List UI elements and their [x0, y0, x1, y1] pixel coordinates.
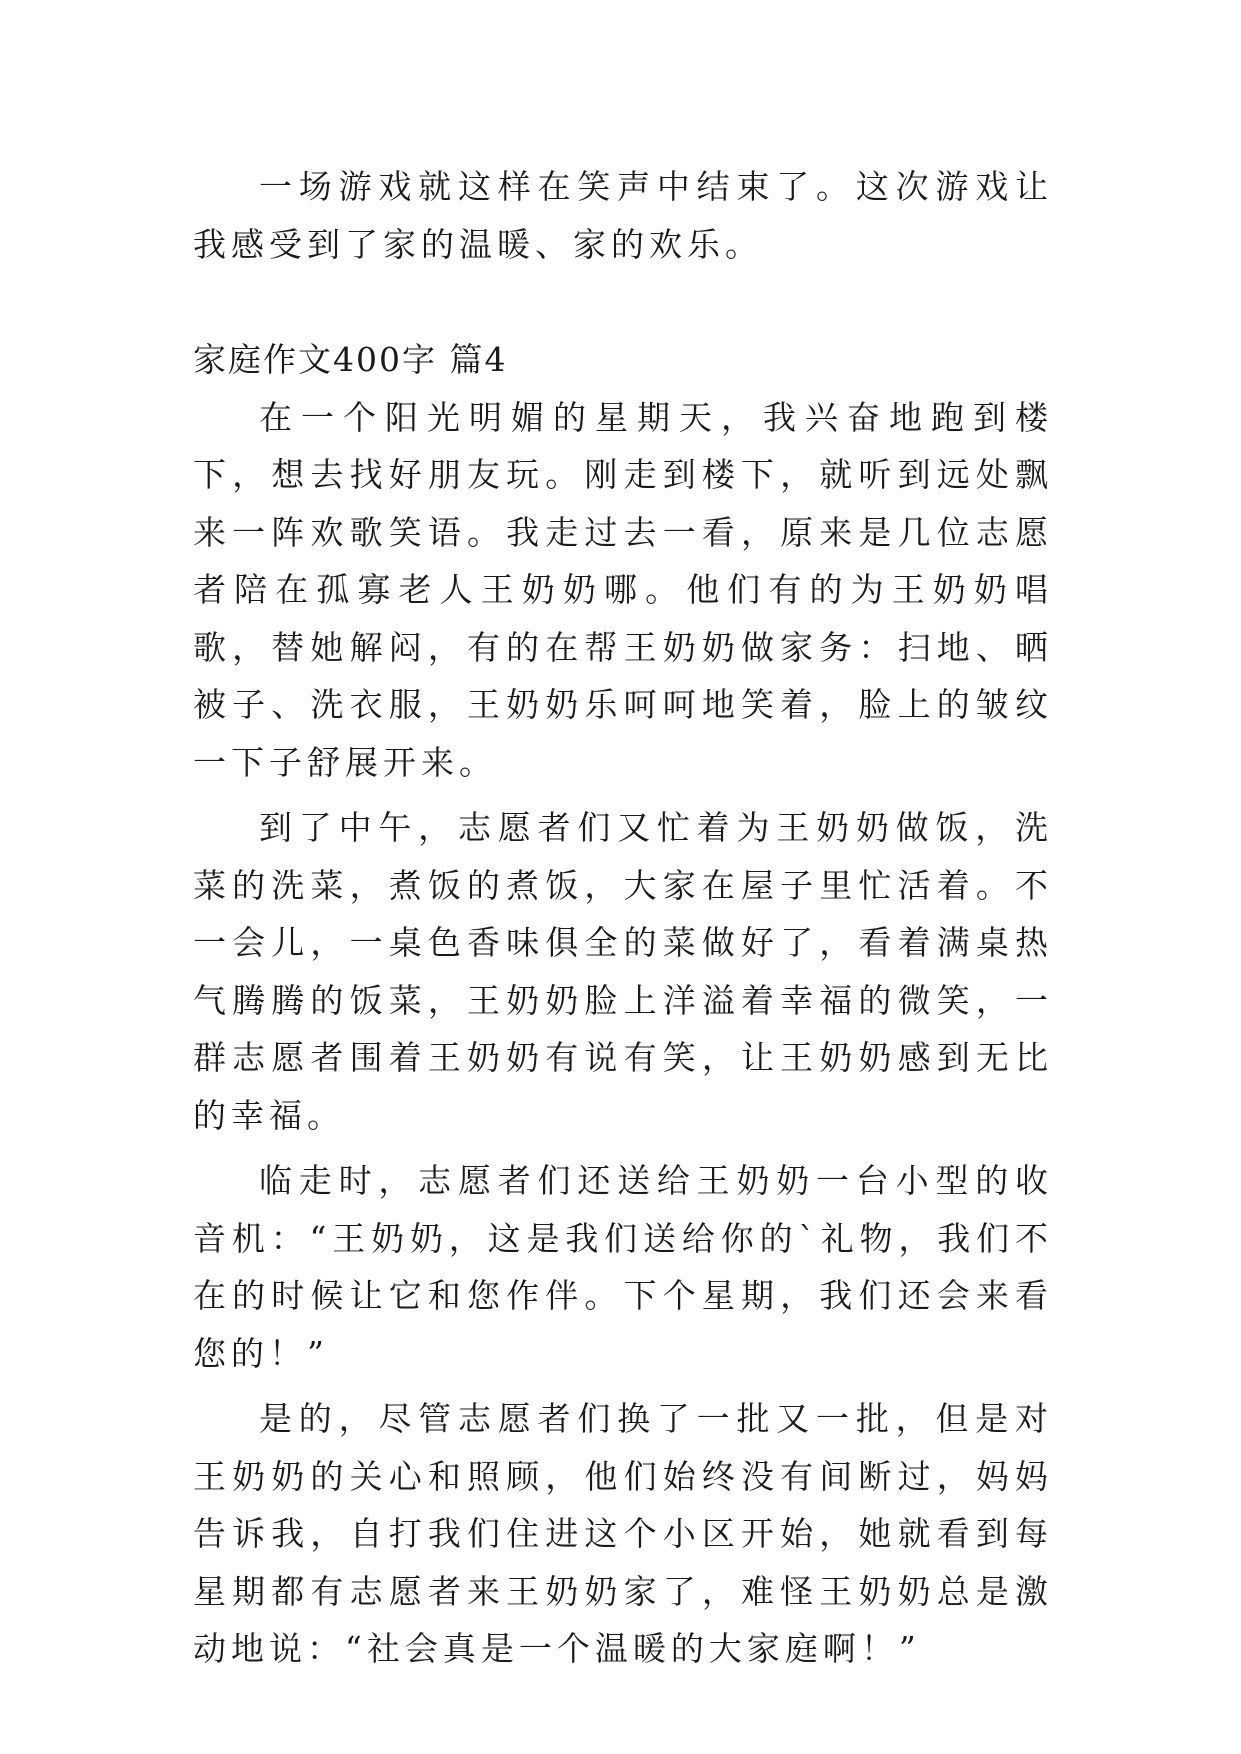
body-paragraph-1: 在一个阳光明媚的星期天，我兴奋地跑到楼下，想去找好朋友玩。刚走到楼下，就听到远处飘来一阵欢歌笑语。我走过去一看，原来是几位志愿者陪在孤寡老人王奶奶哪。他们有的为王奶奶唱歌，替她解闷，有的在帮王奶奶做家务：扫地、晒被子、洗衣服，王奶奶乐呵呵地笑着，脸上的皱纹一下子舒展开来。: [193, 397, 1053, 782]
section-heading: 家庭作文400字 篇4: [193, 340, 508, 379]
body-paragraph-3: 临走时，志愿者们还送给王奶奶一台小型的收音机：“王奶奶，这是我们送给你的`礼物，我们不在的时候让它和您作伴。下个星期，我们还会来看您的！”: [193, 1161, 1053, 1373]
intro-paragraph: 一场游戏就这样在笑声中结束了。这次游戏让我感受到了家的温暖、家的欢乐。: [193, 167, 1053, 264]
body-paragraph-4: 是的，尽管志愿者们换了一批又一批，但是对王奶奶的关心和照顾，他们始终没有间断过，妈妈告诉我，自打我们住进这个小区开始，她就看到每星期都有志愿者来王奶奶家了，难怪王奶奶总是激动地说：“社会真是一个温暖的大家庭啊！”: [193, 1399, 1053, 1668]
document-body: [193, 158, 1053, 1678]
body-paragraph-2: 到了中午，志愿者们又忙着为王奶奶做饭，洗菜的洗菜，煮饭的煮饭，大家在屋子里忙活着。不一会儿，一桌色香味俱全的菜做好了，看着满桌热气腾腾的饭菜，王奶奶脸上洋溢着幸福的微笑，一群志愿者围着王奶奶有说有笑，让王奶奶感到无比的幸福。: [193, 808, 1053, 1135]
